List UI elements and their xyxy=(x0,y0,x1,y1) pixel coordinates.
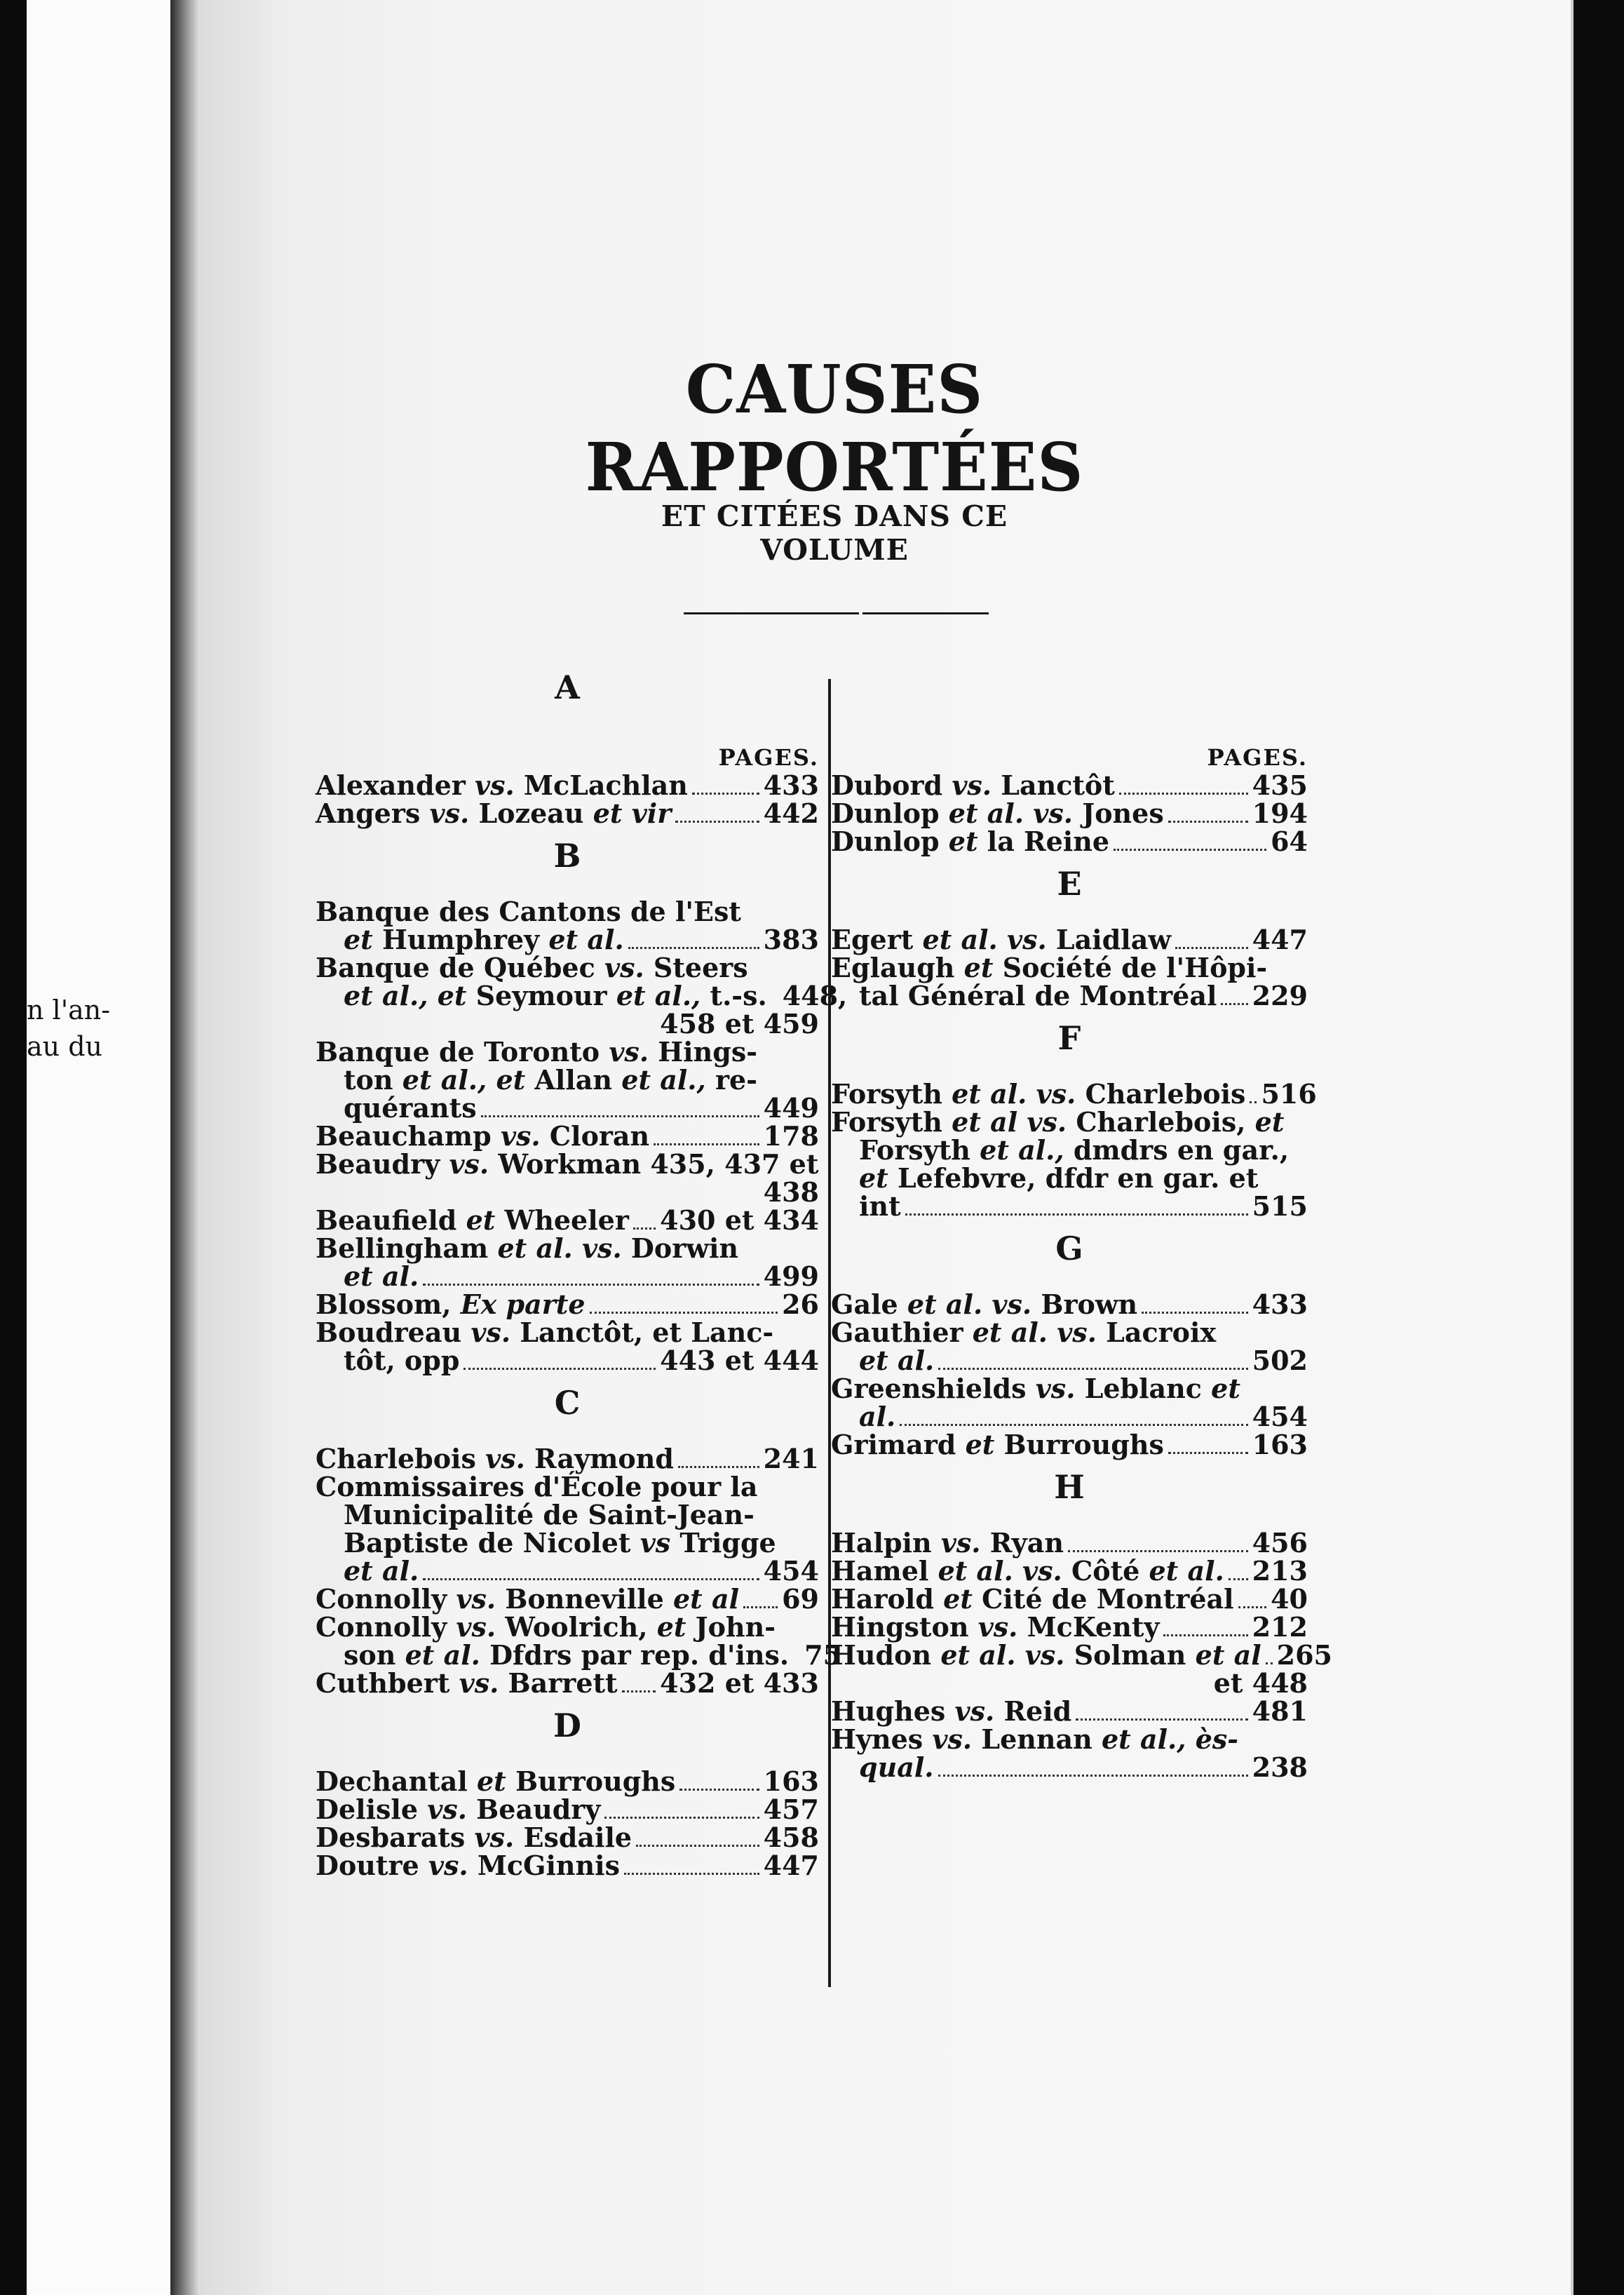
facing-page-text-2: au du xyxy=(27,1031,103,1062)
index-entry: Hughes vs. Reid 481 xyxy=(831,1695,1308,1727)
index-entry: Alexander vs. McLachlan 433 xyxy=(316,769,819,801)
index-entry: Beaudry vs. Workman 435, 437 et xyxy=(316,1148,819,1180)
index-entry-cont: et Lefebvre, dfdr en gar. et xyxy=(859,1162,1259,1194)
index-entry: Dechantal et Burroughs 163 xyxy=(316,1765,819,1797)
index-entry-cont: et al. 454 xyxy=(344,1555,819,1587)
index-entry-cont: tal Général de Montréal 229 xyxy=(859,980,1308,1011)
index-entry-cont: ton et al., et Allan et al., re- xyxy=(344,1064,757,1096)
index-entry: Banque de Toronto vs. Hings- xyxy=(316,1036,757,1068)
index-entry: Blossom, Ex parte 26 xyxy=(316,1288,819,1320)
index-entry-cont: et 448 xyxy=(1213,1667,1308,1699)
index-entry: Desbarats vs. Esdaile 458 xyxy=(316,1822,819,1853)
index-entry: Dunlop et al. vs. Jones 194 xyxy=(831,797,1308,829)
index-entry-cont: Forsyth et al., dmdrs en gar., xyxy=(859,1134,1290,1166)
index-entry: Delisle vs. Beaudry 457 xyxy=(316,1793,819,1825)
index-entry-cont: al. 454 xyxy=(859,1401,1308,1432)
index-entry: Egert et al. vs. Laidlaw 447 xyxy=(831,924,1308,955)
index-entry-cont: Municipalité de Saint-Jean- xyxy=(344,1499,755,1530)
section-letter-f: F xyxy=(1057,1019,1081,1057)
title-rule-right xyxy=(862,612,989,614)
index-entry: Boudreau vs. Lanctôt, et Lanc- xyxy=(316,1317,774,1348)
index-entry-cont: qual. 238 xyxy=(859,1751,1308,1783)
title-rule-left xyxy=(684,612,859,614)
section-letter-b: B xyxy=(553,837,581,875)
page-title: CAUSES RAPPORTÉES xyxy=(585,350,1084,507)
index-entry: Angers vs. Lozeau et vir 442 xyxy=(316,797,819,829)
pages-header: PAGES. xyxy=(1207,744,1308,771)
index-entry: Doutre vs. McGinnis 447 xyxy=(316,1850,819,1881)
index-entry: Greenshields vs. Leblanc et xyxy=(831,1373,1240,1404)
index-entry: Cuthbert vs. Barrett 432 et 433 xyxy=(316,1667,819,1699)
index-column-left xyxy=(316,668,848,1881)
section-letter-a: A xyxy=(555,668,580,706)
index-entry: Charlebois vs. Raymond 241 xyxy=(316,1443,819,1474)
index-entry: Harold et Cité de Montréal 40 xyxy=(831,1583,1308,1615)
index-entry-cont: int 515 xyxy=(859,1190,1308,1222)
index-entry: Banque de Québec vs. Steers xyxy=(316,952,748,983)
index-entry: Forsyth et al vs. Charlebois, et xyxy=(831,1106,1285,1138)
section-letter-e: E xyxy=(1057,865,1082,903)
index-entry-cont: et al. 499 xyxy=(344,1260,819,1292)
index-entry: Bellingham et al. vs. Dorwin xyxy=(316,1232,739,1264)
index-entry: Beauchamp vs. Cloran 178 xyxy=(316,1120,819,1152)
index-entry: Hynes vs. Lennan et al., ès- xyxy=(831,1723,1239,1755)
index-entry: Gale et al. vs. Brown 433 xyxy=(831,1288,1308,1320)
section-letter-c: C xyxy=(554,1384,581,1422)
index-entry: Dunlop et la Reine 64 xyxy=(831,826,1308,857)
index-entry: Gauthier et al. vs. Lacroix xyxy=(831,1317,1217,1348)
index-entry-cont: tôt, opp 443 et 444 xyxy=(344,1345,819,1376)
index-entry-cont: 458 et 459 xyxy=(660,1008,819,1039)
section-letter-d: D xyxy=(553,1707,581,1744)
index-entry: Hudon et al. vs. Solman et al 265 xyxy=(831,1639,1332,1671)
book-spine xyxy=(170,0,198,2295)
facing-page xyxy=(27,0,170,2295)
index-column-right xyxy=(831,743,1332,1783)
index-entry: Eglaugh et Société de l'Hôpi- xyxy=(831,952,1268,983)
index-entry: Beaufield et Wheeler 430 et 434 xyxy=(316,1204,819,1236)
scan-edge-right xyxy=(1574,0,1624,2295)
index-entry: Commissaires d'École pour la xyxy=(316,1471,758,1502)
index-entry: Hingston vs. McKenty 212 xyxy=(831,1611,1308,1643)
index-entry: Banque des Cantons de l'Est xyxy=(316,896,741,927)
index-entry: Forsyth et al. vs. Charlebois 516 xyxy=(831,1078,1317,1110)
index-entry: Connolly vs. Bonneville et al 69 xyxy=(316,1583,819,1615)
index-entry: Connolly vs. Woolrich, et John- xyxy=(316,1611,776,1643)
facing-page-text-1: n l'an- xyxy=(27,995,111,1025)
index-entry-cont: quérants 449 xyxy=(344,1092,819,1124)
pages-header: PAGES. xyxy=(718,744,819,771)
index-entry-cont: Baptiste de Nicolet vs Trigge xyxy=(344,1527,776,1559)
index-entry-cont: son et al. Dfdrs par rep. d'ins. 75 xyxy=(344,1639,842,1671)
index-entry-cont: et al., et Seymour et al., t.-s. 448, xyxy=(344,980,848,1011)
index-entry: Halpin vs. Ryan 456 xyxy=(831,1527,1308,1559)
index-entry-cont: et al. 502 xyxy=(859,1345,1308,1376)
index-entry: Dubord vs. Lanctôt 435 xyxy=(831,769,1308,801)
section-letter-g: G xyxy=(1055,1230,1083,1267)
index-entry: Grimard et Burroughs 163 xyxy=(831,1429,1308,1460)
scan-edge-left xyxy=(0,0,27,2295)
index-entry-cont: et Humphrey et al. 383 xyxy=(344,924,819,955)
index-entry: Hamel et al. vs. Côté et al. 213 xyxy=(831,1555,1308,1587)
section-letter-h: H xyxy=(1054,1468,1085,1506)
page-subtitle: ET CITÉES DANS CE VOLUME xyxy=(661,499,1008,567)
index-entry-cont: 438 xyxy=(763,1176,819,1208)
